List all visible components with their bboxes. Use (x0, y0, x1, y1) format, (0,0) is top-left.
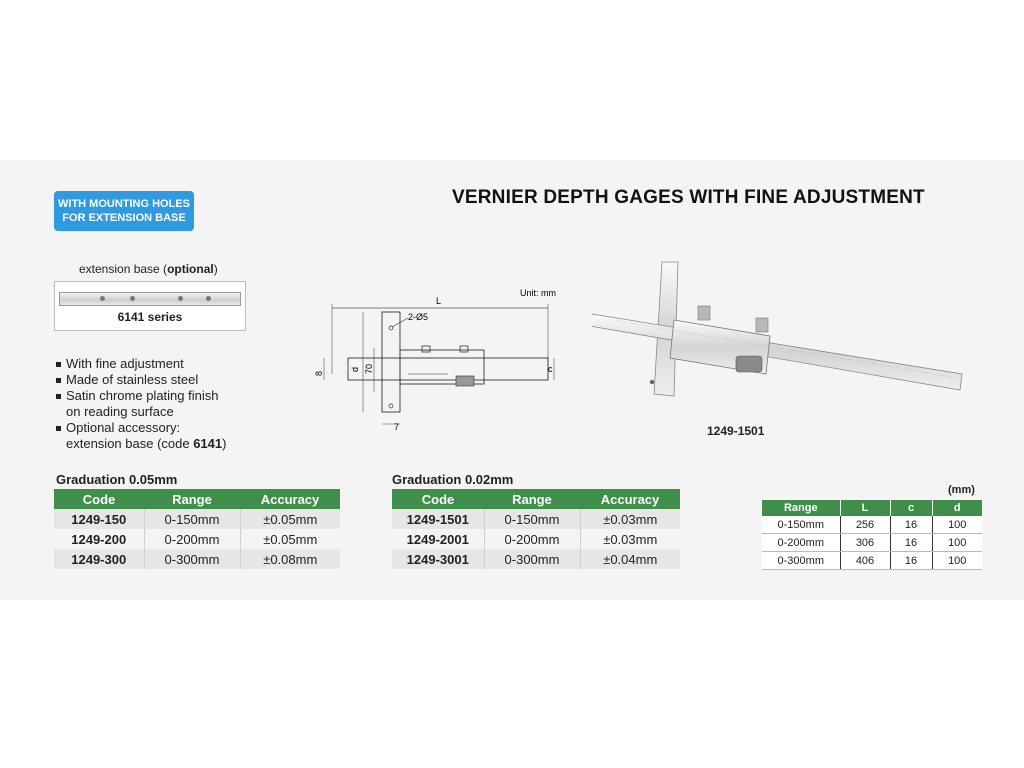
cell-range: 0-200mm (484, 529, 580, 549)
table-row (762, 534, 982, 552)
lock-screw-icon (422, 346, 430, 352)
extension-bar-illustration (59, 292, 241, 306)
extension-base-image (54, 281, 246, 331)
feature-item (56, 388, 226, 420)
feature-text: ) (222, 436, 227, 451)
feature-text: extension base (code (66, 436, 194, 451)
feature-item (56, 356, 226, 372)
cell-accuracy: ±0.05mm (240, 509, 340, 529)
cell-accuracy: ±0.03mm (580, 509, 680, 529)
column-header-c: c (890, 500, 932, 516)
cell-range: 0-150mm (484, 509, 580, 529)
table-row (54, 529, 340, 549)
cell-code: 1249-2001 (392, 529, 484, 549)
column-header-d: d (932, 500, 982, 516)
cell-c: 16 (890, 516, 932, 534)
cell-L: 256 (840, 516, 890, 534)
feature-text: With fine adjustment (66, 356, 184, 371)
mount-hole-icon (130, 296, 135, 301)
extension-series-label: 6141 series (117, 310, 183, 324)
caption-prefix: extension base ( (79, 262, 168, 276)
feature-text: on reading surface (66, 404, 174, 419)
cell-accuracy: ±0.05mm (240, 529, 340, 549)
table-header-row (762, 500, 982, 516)
cell-d: 100 (932, 534, 982, 552)
bullet-icon (56, 378, 61, 383)
dimensions-table (762, 500, 982, 570)
table-row (392, 509, 680, 529)
column-header-code: Code (392, 489, 484, 509)
mount-hole-icon (178, 296, 183, 301)
caption-optional: optional (167, 262, 214, 276)
feature-item (56, 372, 226, 388)
cell-range: 0-150mm (144, 509, 240, 529)
cell-c: 16 (890, 534, 932, 552)
cell-code: 1249-3001 (392, 549, 484, 569)
cell-L: 406 (840, 552, 890, 570)
cell-range: 0-300mm (484, 549, 580, 569)
mount-hole-icon (100, 296, 105, 301)
badge-line-2: FOR EXTENSION BASE (62, 212, 186, 224)
bullet-icon (56, 362, 61, 367)
feature-text: Satin chrome plating finish (66, 388, 219, 403)
feature-list (56, 356, 226, 452)
column-header-range: Range (484, 489, 580, 509)
spec-table-005 (54, 489, 340, 569)
table-row (54, 549, 340, 569)
cell-code: 1249-300 (54, 549, 144, 569)
cell-range: 0-200mm (144, 529, 240, 549)
cell-code: 1249-200 (54, 529, 144, 549)
mount-hole-icon (650, 380, 654, 384)
table-header-row (54, 489, 340, 509)
cell-accuracy: ±0.04mm (580, 549, 680, 569)
fine-adjust-wheel-icon (456, 376, 474, 386)
cell-accuracy: ±0.03mm (580, 529, 680, 549)
dimension-L-label: L (436, 296, 442, 306)
caption-suffix: ) (213, 262, 218, 276)
feature-item (56, 420, 226, 452)
cell-range: 0-150mm (762, 516, 840, 534)
dimension-drawing (308, 284, 568, 434)
bullet-icon (56, 426, 61, 431)
dimension-8-label: 8 (314, 370, 324, 376)
column-header-accuracy: Accuracy (240, 489, 340, 509)
table-row (54, 509, 340, 529)
cell-code: 1249-1501 (392, 509, 484, 529)
cell-code: 1249-150 (54, 509, 144, 529)
dimension-d-label: d (350, 366, 360, 372)
column-header-code: Code (54, 489, 144, 509)
dims-unit-label: (mm) (948, 484, 975, 496)
bullet-icon (56, 394, 61, 399)
spec-table-002 (392, 489, 680, 569)
feature-code: 6141 (193, 436, 223, 451)
cell-d: 100 (932, 552, 982, 570)
page-title: VERNIER DEPTH GAGES WITH FINE ADJUSTMENT (452, 187, 925, 208)
product-photo (592, 256, 967, 416)
main-beam (592, 314, 962, 390)
table-row (762, 552, 982, 570)
cell-range: 0-200mm (762, 534, 840, 552)
cell-range: 0-300mm (144, 549, 240, 569)
column-header-L: L (840, 500, 890, 516)
cell-range: 0-300mm (762, 552, 840, 570)
column-header-accuracy: Accuracy (580, 489, 680, 509)
column-header-range: Range (144, 489, 240, 509)
graduation-005-label: Graduation 0.05mm (56, 472, 178, 487)
fine-adjust-wheel-icon (736, 356, 762, 372)
depth-base-outline (382, 312, 400, 412)
table-row (392, 529, 680, 549)
mount-hole-icon (389, 404, 393, 408)
cell-accuracy: ±0.08mm (240, 549, 340, 569)
beam-outline (348, 358, 548, 380)
badge-line-1: WITH MOUNTING HOLES (58, 198, 190, 210)
feature-text: Made of stainless steel (66, 372, 199, 387)
product-model-label: 1249-1501 (707, 424, 765, 438)
graduation-002-label: Graduation 0.02mm (392, 472, 514, 487)
dimension-70-label: 70 (364, 363, 374, 374)
table-row (762, 516, 982, 534)
drawing-unit-label: Unit: mm (520, 288, 556, 298)
cell-d: 100 (932, 516, 982, 534)
table-header-row (392, 489, 680, 509)
mount-hole-icon (206, 296, 211, 301)
feature-text: Optional accessory: (66, 420, 181, 435)
cell-c: 16 (890, 552, 932, 570)
dimension-c-label: c (548, 364, 553, 374)
lock-screw-icon (460, 346, 468, 352)
holes-label: 2-Ø5 (408, 312, 429, 322)
extension-base-caption (79, 262, 218, 276)
lock-screw-icon (756, 318, 768, 332)
dimension-7-label: 7 (394, 422, 400, 432)
cell-L: 306 (840, 534, 890, 552)
table-row (392, 549, 680, 569)
mounting-holes-badge (54, 191, 194, 231)
column-header-range: Range (762, 500, 840, 516)
lock-screw-icon (698, 306, 710, 320)
